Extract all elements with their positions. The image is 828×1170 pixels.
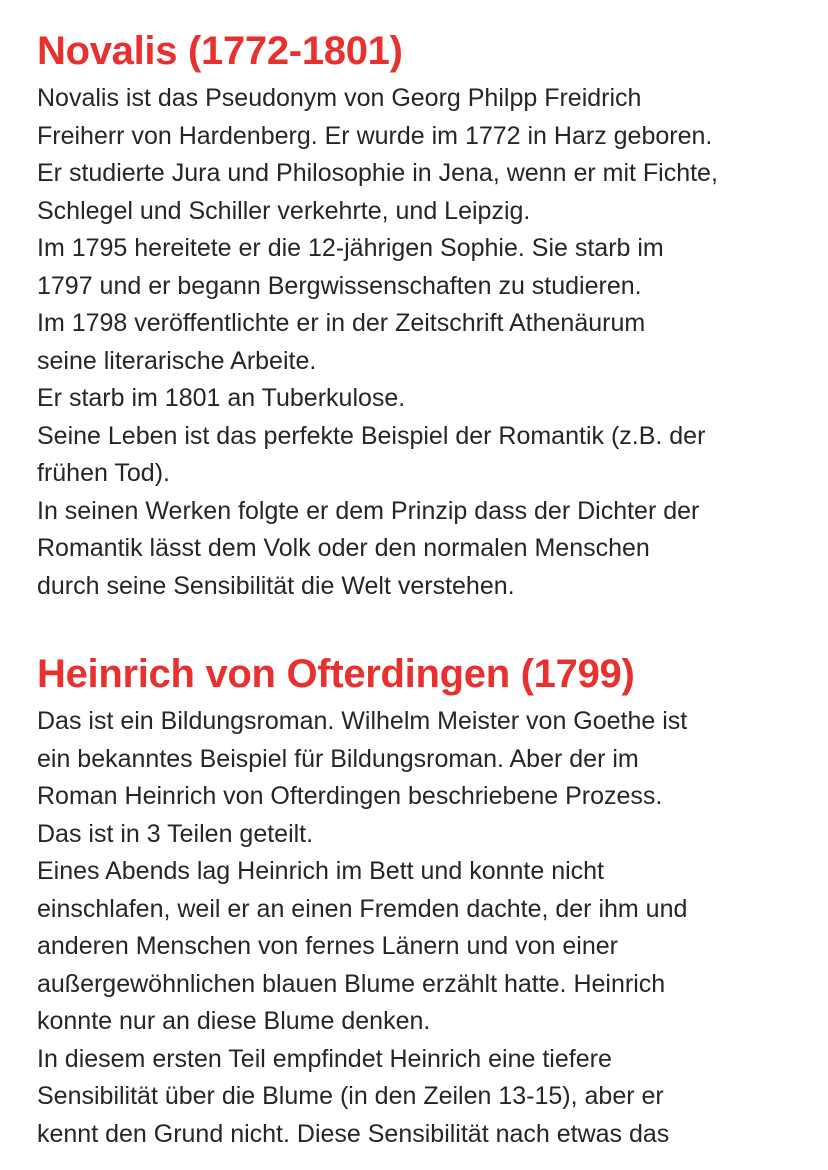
text-line: Seine Leben ist das perfekte Beispiel der Romantik (z.B. der (37, 421, 706, 450)
text-line: konnte nur an diese Blume denken. (37, 1007, 431, 1035)
text-line: Novalis ist das Pseudonym von Georg Philpp Freidrich (37, 84, 642, 112)
text-line: Schlegel und Schiller verkehrte, und Leipzig. (37, 196, 531, 225)
text-line: 1797 und er begann Bergwissenschaften zu studieren. (37, 271, 642, 300)
text-line: Er studierte Jura und Philosophie in Jena, wenn er mit Fichte, (37, 159, 718, 187)
section-body-novalis (37, 80, 817, 605)
text-line: Er starb im 1801 an Tuberkulose. (37, 384, 406, 412)
text-line: kennt den Grund nicht. Diese Sensibilität nach etwas das (37, 1119, 670, 1148)
text-line: Im 1795 hereitete er die 12-jährigen Sophie. Sie starb im (37, 234, 664, 262)
text-line: einschlafen, weil er an einen Fremden dachte, der ihm und (37, 894, 688, 923)
text-line: Sensibilität über die Blume (in den Zeilen 13-15), aber er (37, 1082, 664, 1110)
section-title-heinrich-von-ofterdingen: Heinrich von Ofterdingen (1799) (37, 652, 635, 696)
text-line: Das ist ein Bildungsroman. Wilhelm Meister von Goethe ist (37, 707, 688, 735)
section-body-heinrich-von-ofterdingen (37, 703, 817, 1153)
document-page (37, 22, 817, 1153)
text-line: frühen Tod). (37, 459, 170, 487)
text-line: Romantik lässt dem Volk oder den normalen Menschen (37, 534, 650, 562)
text-line: anderen Menschen von fernes Länern und von einer (37, 932, 618, 960)
text-line: Das ist in 3 Teilen geteilt. (37, 819, 314, 848)
text-line: ein bekanntes Beispiel für Bildungsroman. Aber der im (37, 744, 639, 773)
section-title-novalis: Novalis (1772-1801) (37, 29, 403, 73)
section-spacer (37, 605, 817, 645)
text-line: Roman Heinrich von Ofterdingen beschriebene Prozess. (37, 782, 663, 810)
text-line: seine literarische Arbeite. (37, 346, 317, 375)
text-line: In seinen Werken folgte er dem Prinzip dass der Dichter der (37, 496, 700, 525)
text-line: außergewöhnlichen blauen Blume erzählt hatte. Heinrich (37, 969, 666, 998)
text-line: Eines Abends lag Heinrich im Bett und konnte nicht (37, 857, 605, 885)
text-line: Freiherr von Hardenberg. Er wurde im 1772 in Harz geboren. (37, 121, 713, 150)
text-line: In diesem ersten Teil empfindet Heinrich eine tiefere (37, 1044, 612, 1073)
text-line: durch seine Sensibilität die Welt verstehen. (37, 571, 515, 600)
text-line: Im 1798 veröffentlichte er in der Zeitschrift Athenäurum (37, 309, 646, 337)
